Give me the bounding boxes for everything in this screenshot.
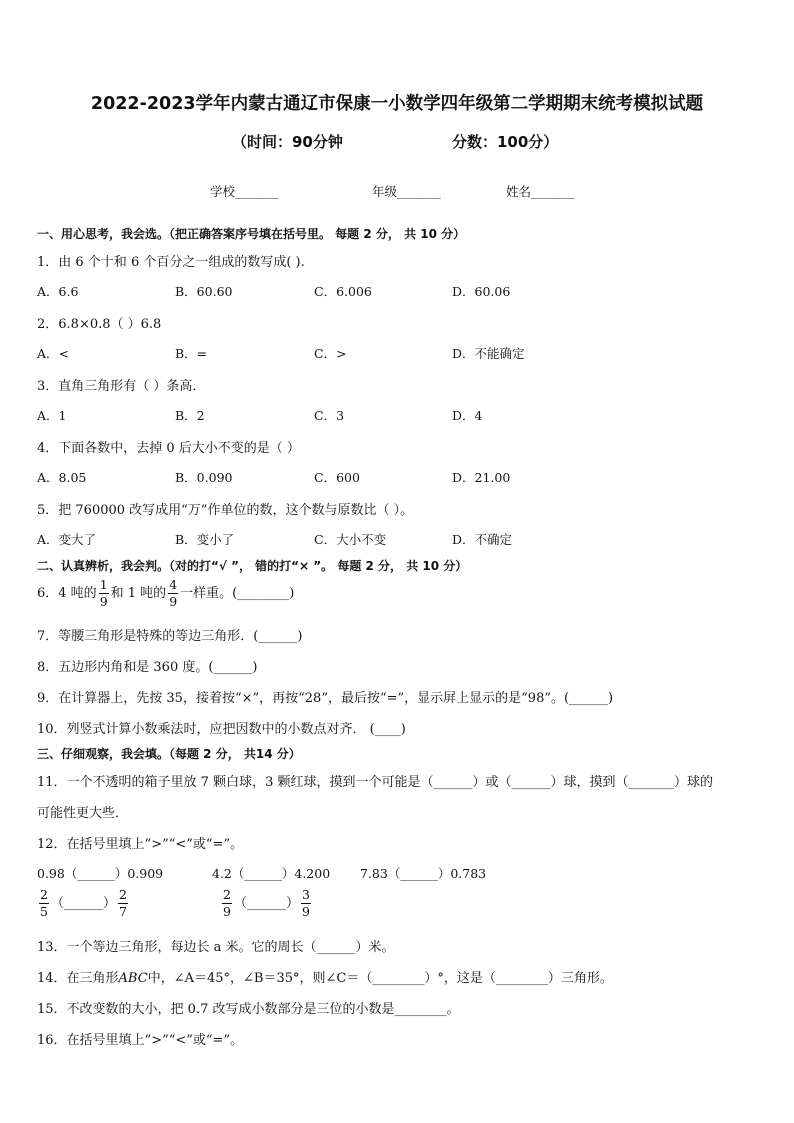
q12-item-1: 0.98（______）0.909 — [37, 866, 164, 881]
q5-option-a: A．变大了 — [37, 532, 97, 547]
question-16: 16．在括号里填上“>”“<”或“=”。 — [37, 1033, 244, 1048]
question-2: 2．6.8×0.8（ ）6.8 — [37, 317, 162, 332]
question-10: 10．列竖式计算小数乘法时，应把因数中的小数点对齐． (____) — [37, 722, 406, 737]
question-8: 8．五边形内角和是 360 度。(______) — [37, 660, 258, 675]
q2-option-b: B．= — [175, 346, 208, 361]
question-6 — [37, 579, 294, 608]
q4-option-c: C．600 — [314, 470, 360, 485]
question-1: 1．由 6 个十和 6 个百分之一组成的数写成( ). — [37, 255, 305, 270]
page-title: 2022-2023学年内蒙古通辽市保康一小数学四年级第二学期期末统考模拟试题 — [90, 94, 704, 114]
q14-text-b: 中，∠A＝45°，∠B＝35°，则∠C＝（________）°，这是（________）三角形。 — [147, 971, 613, 986]
q3-option-a: A．1 — [37, 408, 67, 423]
q1-option-d: D．60.06 — [452, 284, 511, 299]
question-12: 12．在括号里填上“>”“<”或“=”。 — [37, 837, 244, 852]
q12-f1-right: $\frac{2}{7}$ — [118, 887, 127, 919]
q3-option-c: C．3 — [314, 408, 345, 423]
q12-f1-blank: （______） — [50, 896, 116, 911]
q4-option-b: B．0.090 — [175, 470, 233, 485]
score-label: 分数：100分） — [452, 133, 559, 151]
question-15: 15．不改变数的大小，把 0.7 改写成小数部分是三位的小数是________。 — [37, 1002, 460, 1017]
q6-text-a: 6．4 吨的 — [37, 586, 97, 601]
section-1-heading: 一、用心思考，我会选。（把正确答案序号填在括号里。 每题 2 分， 共 10 分） — [37, 227, 466, 241]
q6-fraction-2: $\frac{4}{9}$ — [169, 577, 178, 609]
q6-text-b: 和 1 吨的 — [110, 586, 167, 601]
q12-f2-left: $\frac{2}{9}$ — [223, 887, 231, 919]
question-9: 9．在计算器上，先按 35，接着按“×”，再按“28”，最后按“=”，显示屏上显示的是“98”。(______) — [37, 691, 614, 706]
q5-option-b: B．变小了 — [175, 532, 235, 547]
question-7: 7．等腰三角形是特殊的等边三角形．(______) — [37, 629, 303, 644]
q12-item-2: 4.2（______）4.200 — [212, 866, 331, 881]
time-label: （时间：90分钟 — [232, 133, 343, 151]
question-3: 3．直角三角形有（ ）条高． — [37, 379, 206, 394]
q5-option-c: C．大小不变 — [314, 532, 387, 547]
q12-f2-blank: （______） — [233, 896, 299, 911]
q4-option-d: D．21.00 — [452, 470, 511, 485]
question-5: 5．把 760000 改写成用“万”作单位的数，这个数与原数比（ ）。 — [37, 503, 414, 518]
q5-option-d: D．不确定 — [452, 532, 513, 547]
question-11-line-1: 11．一个不透明的箱子里放 7 颗白球，3 颗红球，摸到一个可能是（______）或（______）球，摸到（_______）球的 — [37, 775, 713, 790]
question-11-line-2: 可能性更大些． — [37, 806, 129, 821]
q12-f1-left: $\frac{2}{5}$ — [40, 887, 48, 919]
q3-option-d: D．4 — [452, 408, 483, 423]
q2-option-d: D．不能确定 — [452, 346, 525, 361]
question-4: 4．下面各数中，去掉 0 后大小不变的是（ ） — [37, 441, 300, 456]
q14-text-a: 14．在三角形 — [37, 971, 119, 986]
q1-option-b: B．60.60 — [175, 284, 233, 299]
section-2-heading: 二、认真辨析，我会判。（对的打“√ ”， 错的打“× ”。 每题 2 分， 共 10 分） — [37, 559, 468, 573]
name-field: 姓名_______ — [506, 184, 575, 199]
q6-text-c: 一样重。(________) — [180, 586, 295, 601]
section-3-heading: 三、仔细观察，我会填。（每题 2 分， 共14 分） — [37, 747, 301, 761]
q12-item-3: 7.83（______）0.783 — [360, 866, 487, 881]
q1-option-a: A．6.6 — [37, 284, 79, 299]
q3-option-b: B．2 — [175, 408, 205, 423]
q6-fraction-1: $\frac{1}{9}$ — [99, 577, 108, 609]
q2-option-a: A．< — [37, 346, 70, 361]
q14-triangle-name: ABC — [118, 971, 148, 986]
q12-f2-right: $\frac{3}{9}$ — [301, 887, 310, 919]
school-field: 学校_______ — [210, 184, 279, 199]
q12-fraction-item-2 — [220, 889, 313, 918]
q1-option-c: C．6.006 — [314, 284, 372, 299]
question-13: 13．一个等边三角形，每边长 a 米。它的周长（______）米。 — [37, 940, 395, 955]
grade-field: 年级_______ — [372, 184, 441, 199]
q4-option-a: A．8.05 — [37, 470, 87, 485]
question-14 — [37, 967, 613, 986]
q2-option-c: C．> — [314, 346, 347, 361]
q12-fraction-item-1 — [37, 889, 130, 918]
